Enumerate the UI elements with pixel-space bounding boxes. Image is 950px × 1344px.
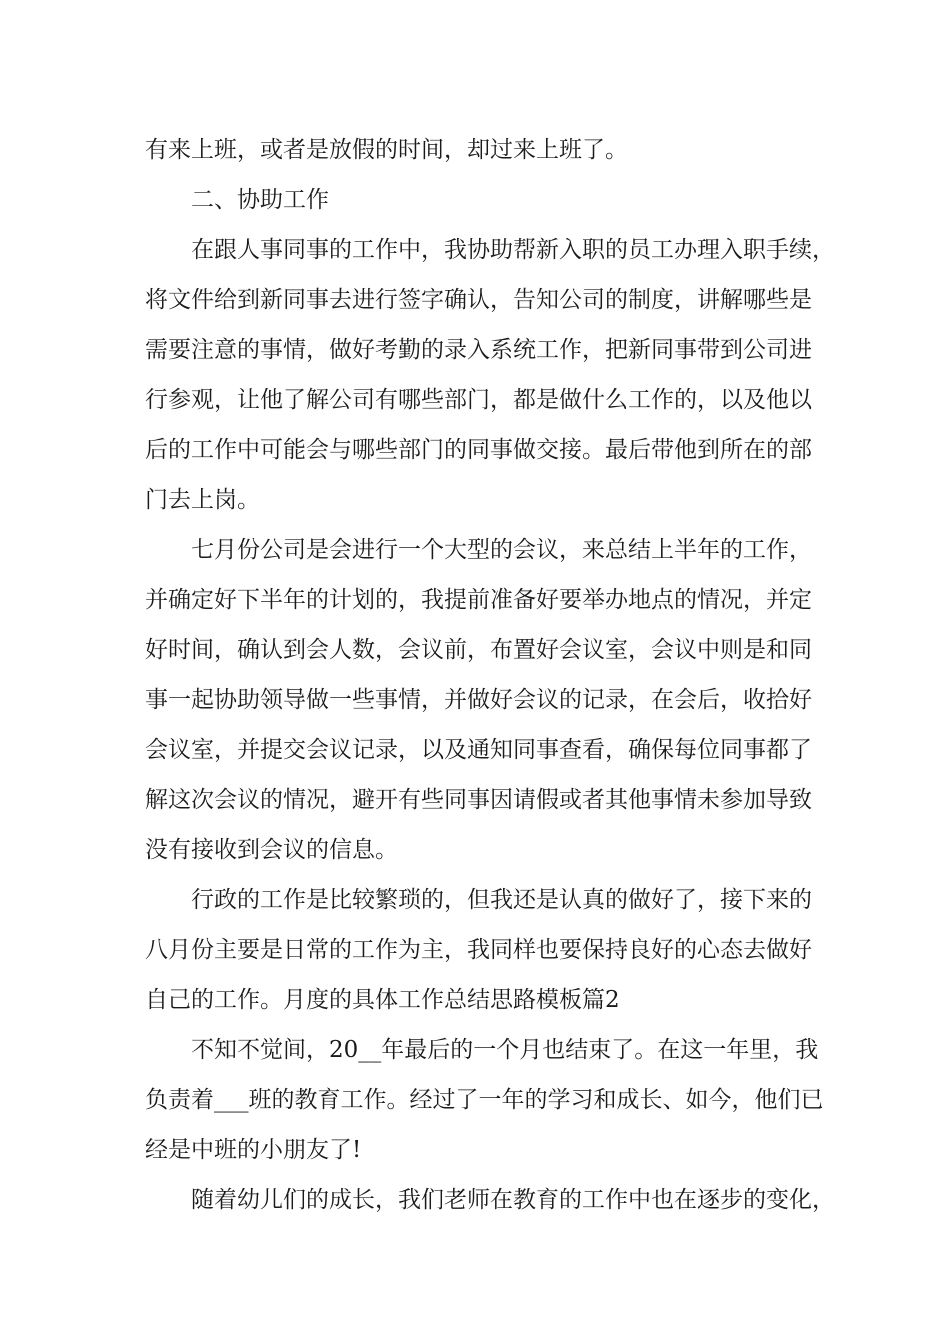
text-line: 在跟人事同事的工作中，我协助帮新入职的员工办理入职手续， xyxy=(191,237,835,263)
text-line: 行政的工作是比较繁琐的，但我还是认真的做好了，接下来的 xyxy=(191,887,812,913)
text-line: 不知不觉间，20__年最后的一个月也结束了。在这一年里，我 xyxy=(191,1037,819,1063)
text-line: 门去上岗。 xyxy=(145,487,260,513)
text-line: 没有接收到会议的信息。 xyxy=(145,837,398,863)
text-line: 有来上班，或者是放假的时间，却过来上班了。 xyxy=(145,137,628,163)
text-line: 经是中班的小朋友了! xyxy=(145,1137,362,1163)
text-line: 负责着___班的教育工作。经过了一年的学习和成长、如今，他们已 xyxy=(145,1087,824,1113)
text-line: 会议室，并提交会议记录，以及通知同事查看，确保每位同事都了 xyxy=(145,737,812,763)
text-line: 七月份公司是会进行一个大型的会议，来总结上半年的工作， xyxy=(191,537,812,563)
text-line: 需要注意的事情，做好考勤的录入系统工作，把新同事带到公司进 xyxy=(145,337,812,363)
text-line: 随着幼儿们的成长，我们老师在教育的工作中也在逐步的变化， xyxy=(191,1187,835,1213)
text-line: 事一起协助领导做一些事情，并做好会议的记录，在会后，收拾好 xyxy=(145,687,812,713)
text-line: 自己的工作。月度的具体工作总结思路模板篇2 xyxy=(145,987,620,1013)
text-line: 将文件给到新同事去进行签字确认，告知公司的制度，讲解哪些是 xyxy=(145,287,812,313)
text-line: 好时间，确认到会人数，会议前，布置好会议室，会议中则是和同 xyxy=(145,637,812,663)
text-line: 行参观，让他了解公司有哪些部门，都是做什么工作的，以及他以 xyxy=(145,387,812,413)
text-line: 后的工作中可能会与哪些部门的同事做交接。最后带他到所在的部 xyxy=(145,437,812,463)
text-line: 八月份主要是日常的工作为主，我同样也要保持良好的心态去做好 xyxy=(145,937,812,963)
text-line: 解这次会议的情况，避开有些同事因请假或者其他事情未参加导致 xyxy=(145,787,812,813)
text-line: 并确定好下半年的计划的，我提前准备好要举办地点的情况，并定 xyxy=(145,587,812,613)
section-heading: 二、协助工作 xyxy=(191,187,329,213)
